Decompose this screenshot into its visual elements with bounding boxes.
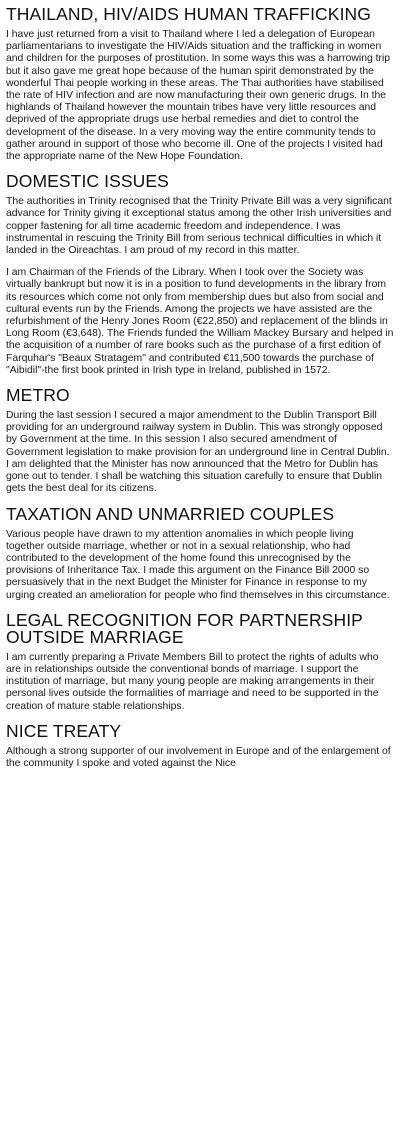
section-paragraph: Although a strong supporter of our involvement in Europe and of the enlargement of the community I spoke and voted against the Nice: [6, 745, 391, 769]
section-heading: NICE TREATY: [6, 720, 122, 741]
section-paragraph: During the last session I secured a major amendment to the Dublin Transport Bill providing for an underground railway system in Dublin. This was strongly opposed by Government at the time. In this session I also secured amendment of Government legislation to make provision for an underground line in Central Dublin. I am delighted that the Minister has now announced that the Metro for Dublin has gone out to tender. I shall be watching this situation carefully to ensure that Dublin gets the best deal for its citizens.: [6, 410, 390, 495]
section-legal-recognition: [6, 609, 394, 713]
section-paragraph: I am Chairman of the Friends of the Library. When I took over the Society was virtually bankrupt but now it is in a position to fund developments in the library from its resources which come not only from membership dues but also from social and cultural events run by the Friends. Among the projects we have assisted are the refurbishment of the Henry Jones Room (€22,850) and replacement of the blinds in Long Room (€3,648). The Friends funded the William Mackey Bursary and helped in the acquisition of a number of rare books such as the purchase of a first edition of Farquhar's "Beaux Stratagem" and contributed €11,500 towards the purchase of "Aibidil"-the first book printed in Irish type in Ireland, published in 1572.: [6, 267, 394, 376]
section-heading: DOMESTIC ISSUES: [6, 171, 169, 192]
section-paragraph: The authorities in Trinity recognised that the Trinity Private Bill was a very significant advance for Trinity giving it exceptional status among the other Irish universities and copper fastening for all time academic freedom and independence. I was instrumental in rescuing the Trinity Bill from serious technical difficulties in which it landed in the Oireachtas. I am proud of my record in this matter.: [6, 196, 392, 257]
section-paragraph: Various people have drawn to my attention anomalies in which people living together outside marriage, whether or not in a sexual relationship, who had contributed to the development of the home found this unrecognised by the provisions of Inheritance Tax. I made this argument on the Finance Bill 2000 so persuasively that in the next Budget the Minister for Finance in response to my urging created an amelioration for people who find themselves in this circumstance.: [6, 528, 390, 601]
section-taxation: [6, 503, 394, 602]
section-heading: LEGAL RECOGNITION FOR PARTNERSHIP OUTSIDE MARRIAGE: [6, 609, 363, 647]
section-heading: THAILAND, HIV/AIDS HUMAN TRAFFICKING: [6, 4, 371, 24]
section-heading: METRO: [6, 385, 70, 406]
section-nice-treaty: [6, 720, 394, 770]
section-metro: [6, 387, 394, 495]
section-paragraph: I am currently preparing a Private Members Bill to protect the rights of adults who are in relationships outside the conventional bonds of marriage. I support the institution of marriage, but many young people are making arrangements in their personal lives outside the formalities of marriage and need to be supported in the creation of mature stable relationships.: [6, 651, 379, 712]
section-paragraph: I have just returned from a visit to Thailand where I led a delegation of European parliamentarians to investigate the HIV/Aids situation and the trafficking in women and children for the purposes of prostitution. In some ways this was a harrowing trip but it also gave me great hope because of the human spirit demonstrated by the wonderful Thai people working in these areas. The Thai authorities have stabilised the rate of HIV infection and are now manufacturing their own generic drugs. In the highlands of Thailand however the mountain tribes have very little resources and deprived of the appropriate drugs use herbal remedies and diet to control the development of the disease. In a very moving way the entire community tends to gather around in support of those who become ill. One of the projects I visited had the appropriate name of the New Hope Foundation.: [6, 29, 391, 163]
section-domestic-issues: [6, 173, 394, 377]
section-heading: TAXATION AND UNMARRIED COUPLES: [6, 503, 335, 524]
section-thailand: [6, 6, 394, 163]
